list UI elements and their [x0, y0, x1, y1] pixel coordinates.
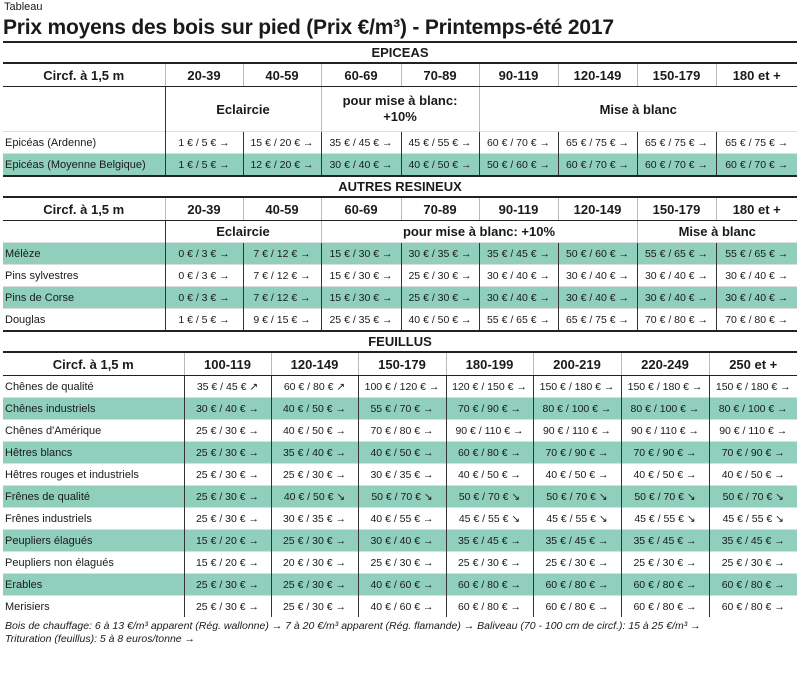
price-cell: 45 € / 55 € ↘ [709, 508, 797, 530]
price-cell: 20 € / 30 € → [271, 552, 358, 574]
price-cell: 40 € / 50 € → [358, 442, 446, 464]
price-cell: 55 € / 70 € → [358, 398, 446, 420]
row-label: Chênes d'Amérique [3, 420, 184, 442]
price-cell: 60 € / 70 € → [558, 154, 637, 176]
col-header: 150-179 [637, 198, 716, 221]
price-cell: 150 € / 180 € → [533, 376, 621, 398]
price-cell: 35 € / 45 € ↗ [184, 376, 271, 398]
price-cell: 70 € / 90 € → [621, 442, 709, 464]
col-header: 180 et + [716, 198, 797, 221]
col-header: 20-39 [165, 198, 243, 221]
price-cell: 9 € / 15 € → [243, 309, 321, 331]
price-cell: 30 € / 40 € → [358, 530, 446, 552]
price-cell: 30 € / 35 € → [271, 508, 358, 530]
price-cell: 7 € / 12 € → [243, 243, 321, 265]
price-cell: 25 € / 30 € → [184, 442, 271, 464]
row-label: Pins de Corse [3, 287, 165, 309]
col-header: 90-119 [479, 64, 558, 87]
price-cell: 25 € / 30 € → [184, 420, 271, 442]
price-cell: 30 € / 40 € → [716, 265, 797, 287]
price-cell: 50 € / 70 € ↘ [533, 486, 621, 508]
col-header: 70-89 [401, 198, 479, 221]
price-cell: 60 € / 70 € → [637, 154, 716, 176]
col-header: 90-119 [479, 198, 558, 221]
price-cell: 25 € / 30 € → [401, 265, 479, 287]
price-cell: 65 € / 75 € → [558, 132, 637, 154]
footnote-line-2: Trituration (feuillus): 5 à 8 euros/tonne → [5, 633, 196, 645]
price-cell: 25 € / 30 € → [358, 552, 446, 574]
col-header: Circf. à 1,5 m [3, 64, 165, 87]
price-cell: 35 € / 45 € → [446, 530, 533, 552]
price-cell: 25 € / 30 € → [271, 464, 358, 486]
col-header: 150-179 [637, 64, 716, 87]
group-pour-mise-a-blanc [321, 87, 479, 132]
price-cell: 50 € / 60 € → [558, 243, 637, 265]
price-cell: 25 € / 30 € → [709, 552, 797, 574]
price-cell: 70 € / 80 € → [637, 309, 716, 331]
row-label: Epicéas (Moyenne Belgique) [3, 154, 165, 176]
table-epiceas [3, 64, 797, 175]
col-header: 120-149 [558, 64, 637, 87]
col-header: 100-119 [184, 353, 271, 376]
price-cell: 50 € / 70 € ↘ [446, 486, 533, 508]
col-header: 220-249 [621, 353, 709, 376]
price-cell: 40 € / 50 € → [401, 309, 479, 331]
col-header: 60-69 [321, 198, 401, 221]
price-cell: 90 € / 110 € → [446, 420, 533, 442]
price-cell: 60 € / 80 € → [709, 596, 797, 618]
price-cell: 40 € / 55 € → [358, 508, 446, 530]
group-pour-mise-a-blanc: pour mise à blanc: +10% [321, 221, 637, 243]
price-cell: 45 € / 55 € ↘ [533, 508, 621, 530]
price-cell: 90 € / 110 € → [621, 420, 709, 442]
price-cell: 35 € / 45 € → [321, 132, 401, 154]
kicker: Tableau [4, 1, 43, 13]
price-cell: 25 € / 30 € → [184, 486, 271, 508]
group-row [3, 221, 797, 243]
row-label: Chênes de qualité [3, 376, 184, 398]
price-cell: 15 € / 30 € → [321, 243, 401, 265]
col-header: 180 et + [716, 64, 797, 87]
row-label: Douglas [3, 309, 165, 331]
header-row [3, 64, 797, 87]
price-cell: 0 € / 3 € → [165, 287, 243, 309]
price-cell: 15 € / 30 € → [321, 287, 401, 309]
col-header: 180-199 [446, 353, 533, 376]
table-row [3, 154, 797, 176]
table-resineux [3, 198, 797, 330]
price-cell: 25 € / 30 € → [184, 574, 271, 596]
price-cell: 60 € / 80 € → [533, 574, 621, 596]
table-row [3, 420, 797, 442]
price-cell: 15 € / 20 € → [184, 552, 271, 574]
price-cell: 0 € / 3 € → [165, 243, 243, 265]
row-label: Pins sylvestres [3, 265, 165, 287]
price-cell: 30 € / 40 € → [558, 287, 637, 309]
row-label: Frênes industriels [3, 508, 184, 530]
col-header: 120-149 [271, 353, 358, 376]
price-cell: 30 € / 40 € → [637, 265, 716, 287]
price-cell: 55 € / 65 € → [479, 309, 558, 331]
col-header: 40-59 [243, 198, 321, 221]
price-cell: 0 € / 3 € → [165, 265, 243, 287]
header-row [3, 198, 797, 221]
price-cell: 70 € / 90 € → [709, 442, 797, 464]
price-cell: 60 € / 80 € → [709, 574, 797, 596]
price-cell: 45 € / 55 € ↘ [621, 508, 709, 530]
page-title: Prix moyens des bois sur pied (Prix €/m³) - Printemps-été 2017 [3, 14, 797, 43]
price-cell: 25 € / 30 € → [184, 464, 271, 486]
price-cell: 35 € / 45 € → [533, 530, 621, 552]
col-header: Circf. à 1,5 m [3, 198, 165, 221]
price-cell: 40 € / 50 € → [533, 464, 621, 486]
price-cell: 60 € / 80 € → [446, 442, 533, 464]
price-cell: 15 € / 20 € → [243, 132, 321, 154]
price-cell: 80 € / 100 € → [533, 398, 621, 420]
table-row [3, 309, 797, 331]
price-cell: 25 € / 30 € → [271, 574, 358, 596]
price-cell: 70 € / 90 € → [533, 442, 621, 464]
col-header: 120-149 [558, 198, 637, 221]
table-row [3, 530, 797, 552]
price-cell: 40 € / 60 € → [358, 596, 446, 618]
row-label: Hêtres blancs [3, 442, 184, 464]
price-cell: 50 € / 60 € → [479, 154, 558, 176]
table-feuillus [3, 353, 797, 617]
price-cell: 25 € / 30 € → [184, 508, 271, 530]
table-row [3, 398, 797, 420]
price-cell: 30 € / 40 € → [184, 398, 271, 420]
group-line-1: pour mise à blanc: [342, 93, 458, 108]
table-row [3, 464, 797, 486]
row-label: Epicéas (Ardenne) [3, 132, 165, 154]
col-header: 200-219 [533, 353, 621, 376]
table-row [3, 442, 797, 464]
price-cell: 40 € / 50 € → [446, 464, 533, 486]
price-cell: 100 € / 120 € → [358, 376, 446, 398]
price-cell: 25 € / 30 € → [184, 596, 271, 618]
price-cell: 70 € / 80 € → [716, 309, 797, 331]
price-cell: 40 € / 50 € → [709, 464, 797, 486]
price-cell: 65 € / 75 € → [558, 309, 637, 331]
footnote-line-1: Bois de chauffage: 6 à 13 €/m³ apparent (Rég. wallonne) → 7 à 20 €/m³ apparent (Rég. flamande) → Baliveau (70 - 100 cm de circf.): 15 à 25 €/m³ → [5, 620, 701, 632]
price-cell: 40 € / 50 € → [271, 420, 358, 442]
table-row [3, 552, 797, 574]
price-cell: 7 € / 12 € → [243, 287, 321, 309]
row-label: Hêtres rouges et industriels [3, 464, 184, 486]
row-label: Erables [3, 574, 184, 596]
price-cell: 30 € / 40 € → [558, 265, 637, 287]
price-cell: 30 € / 40 € → [321, 154, 401, 176]
col-header: 60-69 [321, 64, 401, 87]
price-cell: 60 € / 70 € → [716, 154, 797, 176]
price-cell: 25 € / 30 € → [533, 552, 621, 574]
col-header: 150-179 [358, 353, 446, 376]
row-label: Peupliers non élagués [3, 552, 184, 574]
price-cell: 45 € / 55 € ↘ [446, 508, 533, 530]
price-cell: 30 € / 40 € → [479, 265, 558, 287]
table-row [3, 265, 797, 287]
price-cell: 60 € / 80 € → [446, 574, 533, 596]
section-resineux: AUTRES RESINEUX [3, 175, 797, 198]
price-cell: 80 € / 100 € → [621, 398, 709, 420]
row-label: Chênes industriels [3, 398, 184, 420]
price-cell: 25 € / 30 € → [271, 596, 358, 618]
price-table-document [3, 0, 797, 646]
price-cell: 90 € / 110 € → [709, 420, 797, 442]
price-cell: 50 € / 70 € ↘ [621, 486, 709, 508]
price-cell: 65 € / 75 € → [637, 132, 716, 154]
price-cell: 65 € / 75 € → [716, 132, 797, 154]
table-row [3, 376, 797, 398]
price-cell: 40 € / 60 € → [358, 574, 446, 596]
price-cell: 1 € / 5 € → [165, 132, 243, 154]
group-eclaircie: Eclaircie [165, 221, 321, 243]
col-header: 70-89 [401, 64, 479, 87]
price-cell: 35 € / 45 € → [479, 243, 558, 265]
price-cell: 50 € / 70 € ↘ [709, 486, 797, 508]
price-cell: 60 € / 70 € → [479, 132, 558, 154]
table-row [3, 486, 797, 508]
price-cell: 35 € / 45 € → [709, 530, 797, 552]
price-cell: 12 € / 20 € → [243, 154, 321, 176]
price-cell: 60 € / 80 € → [621, 574, 709, 596]
row-label: Frênes de qualité [3, 486, 184, 508]
price-cell: 40 € / 50 € → [401, 154, 479, 176]
group-mise-a-blanc: Mise à blanc [637, 221, 797, 243]
group-row [3, 87, 797, 132]
price-cell: 25 € / 30 € → [401, 287, 479, 309]
price-cell: 1 € / 5 € → [165, 154, 243, 176]
col-header: Circf. à 1,5 m [3, 353, 184, 376]
group-line-2: +10% [383, 109, 417, 124]
section-epiceas: EPICEAS [3, 43, 797, 64]
table-row [3, 132, 797, 154]
price-cell: 30 € / 40 € → [716, 287, 797, 309]
table-row [3, 243, 797, 265]
price-cell: 25 € / 30 € → [446, 552, 533, 574]
price-cell: 30 € / 35 € → [401, 243, 479, 265]
price-cell: 70 € / 80 € → [358, 420, 446, 442]
price-cell: 30 € / 35 € → [358, 464, 446, 486]
price-cell: 35 € / 40 € → [271, 442, 358, 464]
table-row [3, 287, 797, 309]
price-cell: 30 € / 40 € → [637, 287, 716, 309]
col-header: 40-59 [243, 64, 321, 87]
group-mise-a-blanc: Mise à blanc [479, 87, 797, 132]
table-row [3, 596, 797, 618]
price-cell: 1 € / 5 € → [165, 309, 243, 331]
row-label: Mélèze [3, 243, 165, 265]
price-cell: 60 € / 80 € → [533, 596, 621, 618]
price-cell: 150 € / 180 € → [621, 376, 709, 398]
col-header: 20-39 [165, 64, 243, 87]
price-cell: 40 € / 50 € ↘ [271, 486, 358, 508]
price-cell: 15 € / 30 € → [321, 265, 401, 287]
price-cell: 120 € / 150 € → [446, 376, 533, 398]
price-cell: 40 € / 50 € → [271, 398, 358, 420]
header-row [3, 353, 797, 376]
price-cell: 60 € / 80 € → [446, 596, 533, 618]
price-cell: 25 € / 30 € → [271, 530, 358, 552]
price-cell: 30 € / 40 € → [479, 287, 558, 309]
group-eclaircie: Eclaircie [165, 87, 321, 132]
price-cell: 25 € / 30 € → [621, 552, 709, 574]
price-cell: 150 € / 180 € → [709, 376, 797, 398]
price-cell: 50 € / 70 € ↘ [358, 486, 446, 508]
table-row [3, 574, 797, 596]
price-cell: 55 € / 65 € → [637, 243, 716, 265]
price-cell: 80 € / 100 € → [709, 398, 797, 420]
row-label: Peupliers élagués [3, 530, 184, 552]
price-cell: 70 € / 90 € → [446, 398, 533, 420]
price-cell: 15 € / 20 € → [184, 530, 271, 552]
price-cell: 60 € / 80 € → [621, 596, 709, 618]
price-cell: 90 € / 110 € → [533, 420, 621, 442]
price-cell: 25 € / 35 € → [321, 309, 401, 331]
price-cell: 60 € / 80 € ↗ [271, 376, 358, 398]
price-cell: 40 € / 50 € → [621, 464, 709, 486]
row-label: Merisiers [3, 596, 184, 618]
price-cell: 45 € / 55 € → [401, 132, 479, 154]
section-feuillus: FEUILLUS [3, 330, 797, 353]
price-cell: 35 € / 45 € → [621, 530, 709, 552]
price-cell: 7 € / 12 € → [243, 265, 321, 287]
price-cell: 55 € / 65 € → [716, 243, 797, 265]
col-header: 250 et + [709, 353, 797, 376]
footnote [3, 620, 797, 646]
table-row [3, 508, 797, 530]
